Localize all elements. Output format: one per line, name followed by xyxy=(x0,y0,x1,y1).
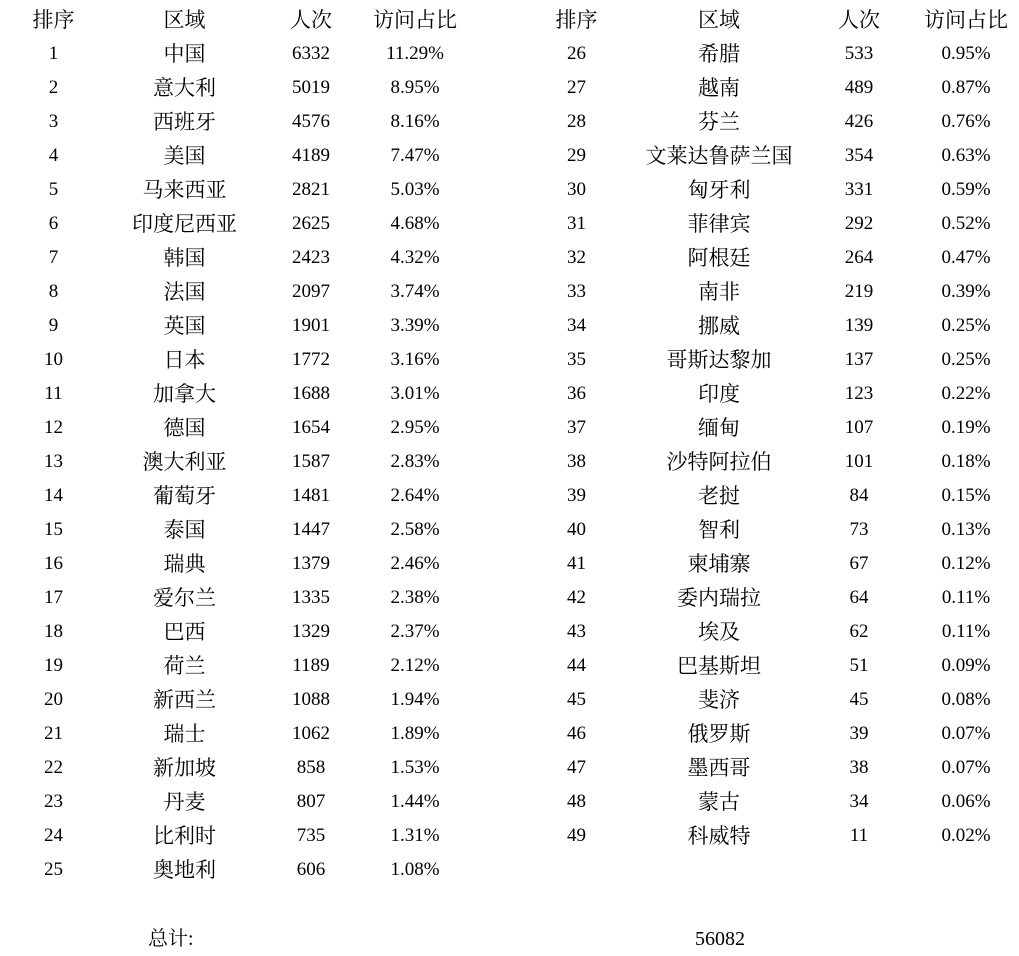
table-row xyxy=(520,547,1019,581)
visits-cell: 34 xyxy=(849,791,869,812)
visits-cell: 67 xyxy=(849,553,869,574)
region-cell: 老挝 xyxy=(698,484,740,508)
share-cell: 0.22% xyxy=(941,383,991,404)
region-cell: 美国 xyxy=(163,144,206,168)
header-share: 访问占比 xyxy=(373,8,457,32)
region-cell: 挪威 xyxy=(698,314,740,338)
share-cell: 1.44% xyxy=(390,791,440,812)
region-cell: 奥地利 xyxy=(153,858,216,882)
region-cell: 葡萄牙 xyxy=(153,484,216,508)
share-cell: 0.02% xyxy=(941,825,991,846)
visits-cell: 84 xyxy=(849,485,869,506)
header-rank: 排序 xyxy=(32,8,75,32)
share-cell: 11.29% xyxy=(386,43,444,64)
visits-cell: 1447 xyxy=(292,519,330,540)
rank-cell: 28 xyxy=(567,111,586,132)
visits-cell: 101 xyxy=(844,451,874,472)
region-cell: 蒙古 xyxy=(698,790,740,814)
visits-cell: 137 xyxy=(844,349,874,370)
rank-cell: 16 xyxy=(44,553,63,574)
table-row xyxy=(520,207,1019,241)
visits-cell: 64 xyxy=(849,587,869,608)
share-cell: 2.46% xyxy=(390,553,440,574)
table-row xyxy=(0,207,470,241)
region-cell: 科威特 xyxy=(687,824,751,848)
header-region: 区域 xyxy=(163,8,206,32)
total-label: 总计: xyxy=(148,928,194,950)
table-row xyxy=(520,173,1019,207)
table-row xyxy=(520,377,1019,411)
table-row xyxy=(520,411,1019,445)
table-row xyxy=(520,683,1019,717)
share-cell: 0.52% xyxy=(941,213,991,234)
rank-cell: 25 xyxy=(44,859,63,880)
rank-cell: 42 xyxy=(567,587,586,608)
rank-cell: 34 xyxy=(567,315,586,336)
share-cell: 5.03% xyxy=(390,179,440,200)
header-region: 区域 xyxy=(698,8,740,32)
region-cell: 马来西亚 xyxy=(142,178,227,202)
share-cell: 1.89% xyxy=(390,723,440,744)
visits-cell: 219 xyxy=(844,281,874,302)
share-cell: 2.64% xyxy=(390,485,440,506)
share-cell: 3.16% xyxy=(390,349,440,370)
rank-cell: 19 xyxy=(44,655,63,676)
rank-cell: 38 xyxy=(567,451,586,472)
rank-cell: 22 xyxy=(44,757,63,778)
region-cell: 英国 xyxy=(163,314,206,338)
region-cell: 南非 xyxy=(698,280,740,304)
rank-cell: 39 xyxy=(567,485,586,506)
total-value: 56082 xyxy=(695,928,745,950)
visits-cell: 354 xyxy=(844,145,874,166)
visits-cell: 6332 xyxy=(292,43,330,64)
region-cell: 埃及 xyxy=(698,620,740,644)
visits-cell: 4189 xyxy=(292,145,330,166)
share-cell: 0.19% xyxy=(941,417,991,438)
visits-cell: 4576 xyxy=(292,111,330,132)
region-cell: 缅甸 xyxy=(698,416,740,440)
visits-cell: 2821 xyxy=(292,179,330,200)
region-cell: 德国 xyxy=(163,416,206,440)
rank-cell: 18 xyxy=(44,621,63,642)
share-cell: 0.15% xyxy=(941,485,991,506)
visits-cell: 858 xyxy=(296,757,326,778)
table-row xyxy=(520,717,1019,751)
table-row xyxy=(0,309,470,343)
rank-cell: 17 xyxy=(44,587,63,608)
visits-cell: 426 xyxy=(844,111,874,132)
table-row xyxy=(0,717,470,751)
region-cell: 菲律宾 xyxy=(687,212,751,236)
share-cell: 0.76% xyxy=(941,111,991,132)
table-row xyxy=(0,71,470,105)
table-row xyxy=(0,785,470,819)
table-row xyxy=(520,785,1019,819)
rank-cell: 6 xyxy=(48,213,59,234)
region-cell: 新加坡 xyxy=(153,756,216,780)
rank-cell: 30 xyxy=(567,179,586,200)
visits-cell: 38 xyxy=(849,757,869,778)
visits-cell: 264 xyxy=(844,247,874,268)
share-cell: 4.32% xyxy=(390,247,440,268)
region-cell: 柬埔寨 xyxy=(687,552,751,576)
share-cell: 0.08% xyxy=(941,689,991,710)
region-cell: 西班牙 xyxy=(153,110,216,134)
share-cell: 0.11% xyxy=(941,587,991,608)
table-row xyxy=(0,819,470,853)
rank-cell: 29 xyxy=(567,145,586,166)
table-row xyxy=(0,615,470,649)
rank-cell: 23 xyxy=(44,791,63,812)
table-row xyxy=(0,275,470,309)
rank-cell: 7 xyxy=(48,247,59,268)
region-cell: 希腊 xyxy=(698,42,740,66)
rank-cell: 10 xyxy=(44,349,63,370)
table-row xyxy=(0,445,470,479)
visits-cell: 1688 xyxy=(292,383,330,404)
region-cell: 斐济 xyxy=(698,688,740,712)
rank-cell: 15 xyxy=(44,519,63,540)
rank-cell: 40 xyxy=(567,519,586,540)
table-row xyxy=(0,105,470,139)
header-share: 访问占比 xyxy=(924,8,1008,32)
region-cell: 丹麦 xyxy=(163,790,206,814)
rank-cell: 20 xyxy=(44,689,63,710)
table-row xyxy=(520,479,1019,513)
table-row xyxy=(0,683,470,717)
region-cell: 印度尼西亚 xyxy=(132,212,237,236)
visits-cell: 2625 xyxy=(292,213,330,234)
visits-table-right xyxy=(520,3,1019,853)
rank-cell: 47 xyxy=(567,757,586,778)
region-cell: 沙特阿拉伯 xyxy=(666,450,772,474)
visits-cell: 1335 xyxy=(292,587,330,608)
region-cell: 巴西 xyxy=(163,620,206,644)
region-cell: 哥斯达黎加 xyxy=(666,348,772,372)
table-row xyxy=(0,241,470,275)
visits-cell: 11 xyxy=(849,825,869,846)
visits-cell: 73 xyxy=(849,519,869,540)
visits-cell: 735 xyxy=(296,825,326,846)
visits-cell: 107 xyxy=(844,417,874,438)
rank-cell: 48 xyxy=(567,791,586,812)
region-cell: 文莱达鲁萨兰国 xyxy=(645,144,793,168)
visits-cell: 51 xyxy=(849,655,869,676)
rank-cell: 43 xyxy=(567,621,586,642)
region-cell: 新西兰 xyxy=(153,688,216,712)
visits-cell: 62 xyxy=(849,621,869,642)
visits-cell: 1088 xyxy=(292,689,330,710)
rank-cell: 5 xyxy=(48,179,59,200)
share-cell: 0.07% xyxy=(941,723,991,744)
share-cell: 2.38% xyxy=(390,587,440,608)
rank-cell: 13 xyxy=(44,451,63,472)
region-cell: 澳大利亚 xyxy=(142,450,227,474)
region-cell: 荷兰 xyxy=(163,654,206,678)
visits-cell: 1772 xyxy=(292,349,330,370)
rank-cell: 46 xyxy=(567,723,586,744)
region-cell: 阿根廷 xyxy=(687,246,751,270)
share-cell: 0.59% xyxy=(941,179,991,200)
visits-cell: 1481 xyxy=(292,485,330,506)
rank-cell: 2 xyxy=(48,77,59,98)
share-cell: 1.08% xyxy=(390,859,440,880)
share-cell: 4.68% xyxy=(390,213,440,234)
table-row xyxy=(0,853,470,887)
region-cell: 印度 xyxy=(698,382,740,406)
share-cell: 0.11% xyxy=(941,621,991,642)
visits-cell: 2097 xyxy=(292,281,330,302)
table-row xyxy=(0,513,470,547)
share-cell: 0.13% xyxy=(941,519,991,540)
share-cell: 2.95% xyxy=(390,417,440,438)
header-row xyxy=(520,3,1019,37)
visits-cell: 1189 xyxy=(292,655,330,676)
region-cell: 日本 xyxy=(163,348,206,372)
visits-cell: 331 xyxy=(844,179,874,200)
share-cell: 7.47% xyxy=(390,145,440,166)
rank-cell: 3 xyxy=(48,111,59,132)
table-row xyxy=(0,479,470,513)
visits-cell: 1329 xyxy=(292,621,330,642)
region-cell: 爱尔兰 xyxy=(153,586,216,610)
table-row xyxy=(520,819,1019,853)
visits-cell: 2423 xyxy=(292,247,330,268)
share-cell: 3.39% xyxy=(390,315,440,336)
visits-cell: 489 xyxy=(844,77,874,98)
share-cell: 2.83% xyxy=(390,451,440,472)
visits-cell: 45 xyxy=(849,689,869,710)
table-row xyxy=(520,615,1019,649)
header-visits: 人次 xyxy=(290,8,332,32)
share-cell: 2.12% xyxy=(390,655,440,676)
visits-cell: 292 xyxy=(844,213,874,234)
visits-cell: 606 xyxy=(296,859,326,880)
rank-cell: 26 xyxy=(567,43,586,64)
table-row xyxy=(0,377,470,411)
rank-cell: 4 xyxy=(48,145,59,166)
table-row xyxy=(520,581,1019,615)
rank-cell: 12 xyxy=(44,417,63,438)
share-cell: 1.53% xyxy=(390,757,440,778)
share-cell: 0.25% xyxy=(941,315,991,336)
table-row xyxy=(0,751,470,785)
table-row xyxy=(0,649,470,683)
region-cell: 智利 xyxy=(698,518,740,542)
rank-cell: 36 xyxy=(567,383,586,404)
region-cell: 泰国 xyxy=(163,518,206,542)
region-cell: 委内瑞拉 xyxy=(677,586,761,610)
table-row xyxy=(520,445,1019,479)
rank-cell: 35 xyxy=(567,349,586,370)
share-cell: 3.01% xyxy=(390,383,440,404)
visits-table-left xyxy=(0,3,470,887)
region-cell: 越南 xyxy=(698,76,740,100)
visits-cell: 533 xyxy=(844,43,874,64)
rank-cell: 31 xyxy=(567,213,586,234)
visits-cell: 1062 xyxy=(292,723,330,744)
share-cell: 2.58% xyxy=(390,519,440,540)
table-row xyxy=(520,241,1019,275)
share-cell: 8.95% xyxy=(390,77,440,98)
table-row xyxy=(0,547,470,581)
rank-cell: 32 xyxy=(567,247,586,268)
rank-cell: 11 xyxy=(44,383,63,404)
rank-cell: 1 xyxy=(48,43,59,64)
rank-cell: 8 xyxy=(48,281,59,302)
table-row xyxy=(520,751,1019,785)
header-row xyxy=(0,3,470,37)
region-cell: 比利时 xyxy=(153,824,216,848)
share-cell: 0.09% xyxy=(941,655,991,676)
share-cell: 8.16% xyxy=(390,111,440,132)
table-row xyxy=(520,139,1019,173)
share-cell: 0.25% xyxy=(941,349,991,370)
region-cell: 瑞典 xyxy=(163,552,206,576)
region-cell: 匈牙利 xyxy=(687,178,751,202)
rank-cell: 14 xyxy=(44,485,63,506)
table-row xyxy=(0,37,470,71)
table-row xyxy=(520,275,1019,309)
region-cell: 墨西哥 xyxy=(687,756,751,780)
share-cell: 0.63% xyxy=(941,145,991,166)
table-row xyxy=(520,513,1019,547)
region-cell: 中国 xyxy=(163,42,206,66)
share-cell: 0.95% xyxy=(941,43,991,64)
rank-cell: 41 xyxy=(567,553,586,574)
table-row xyxy=(520,309,1019,343)
visits-cell: 5019 xyxy=(292,77,330,98)
table-row xyxy=(520,71,1019,105)
rank-cell: 27 xyxy=(567,77,586,98)
header-rank: 排序 xyxy=(555,8,598,32)
rank-cell: 21 xyxy=(44,723,63,744)
share-cell: 0.87% xyxy=(941,77,991,98)
visits-cell: 1379 xyxy=(292,553,330,574)
share-cell: 0.12% xyxy=(941,553,991,574)
share-cell: 0.18% xyxy=(941,451,991,472)
visits-cell: 39 xyxy=(849,723,869,744)
table-row xyxy=(0,173,470,207)
rank-cell: 49 xyxy=(567,825,586,846)
region-cell: 瑞士 xyxy=(163,722,206,746)
table-row xyxy=(0,139,470,173)
rank-cell: 45 xyxy=(567,689,586,710)
header-visits: 人次 xyxy=(838,8,880,32)
visits-cell: 1654 xyxy=(292,417,330,438)
region-cell: 法国 xyxy=(163,280,206,304)
rank-cell: 44 xyxy=(567,655,586,676)
table-row xyxy=(0,581,470,615)
table-row xyxy=(520,37,1019,71)
share-cell: 2.37% xyxy=(390,621,440,642)
visits-cell: 1901 xyxy=(292,315,330,336)
rank-cell: 9 xyxy=(48,315,59,336)
table-row xyxy=(0,343,470,377)
share-cell: 3.74% xyxy=(390,281,440,302)
share-cell: 1.94% xyxy=(390,689,440,710)
share-cell: 0.47% xyxy=(941,247,991,268)
visits-cell: 139 xyxy=(844,315,874,336)
table-row xyxy=(520,343,1019,377)
share-cell: 0.06% xyxy=(941,791,991,812)
share-cell: 0.07% xyxy=(941,757,991,778)
visits-cell: 123 xyxy=(844,383,874,404)
table-row xyxy=(520,105,1019,139)
region-cell: 意大利 xyxy=(153,76,216,100)
share-cell: 0.39% xyxy=(941,281,991,302)
share-cell: 1.31% xyxy=(390,825,440,846)
region-cell: 巴基斯坦 xyxy=(677,654,761,678)
rank-cell: 37 xyxy=(567,417,586,438)
visits-cell: 807 xyxy=(296,791,326,812)
region-cell: 加拿大 xyxy=(153,382,216,406)
region-cell: 韩国 xyxy=(163,246,206,270)
rank-cell: 24 xyxy=(44,825,63,846)
region-cell: 俄罗斯 xyxy=(687,722,751,746)
visits-cell: 1587 xyxy=(292,451,330,472)
table-row xyxy=(520,649,1019,683)
table-row xyxy=(0,411,470,445)
rank-cell: 33 xyxy=(567,281,586,302)
region-cell: 芬兰 xyxy=(698,110,740,134)
